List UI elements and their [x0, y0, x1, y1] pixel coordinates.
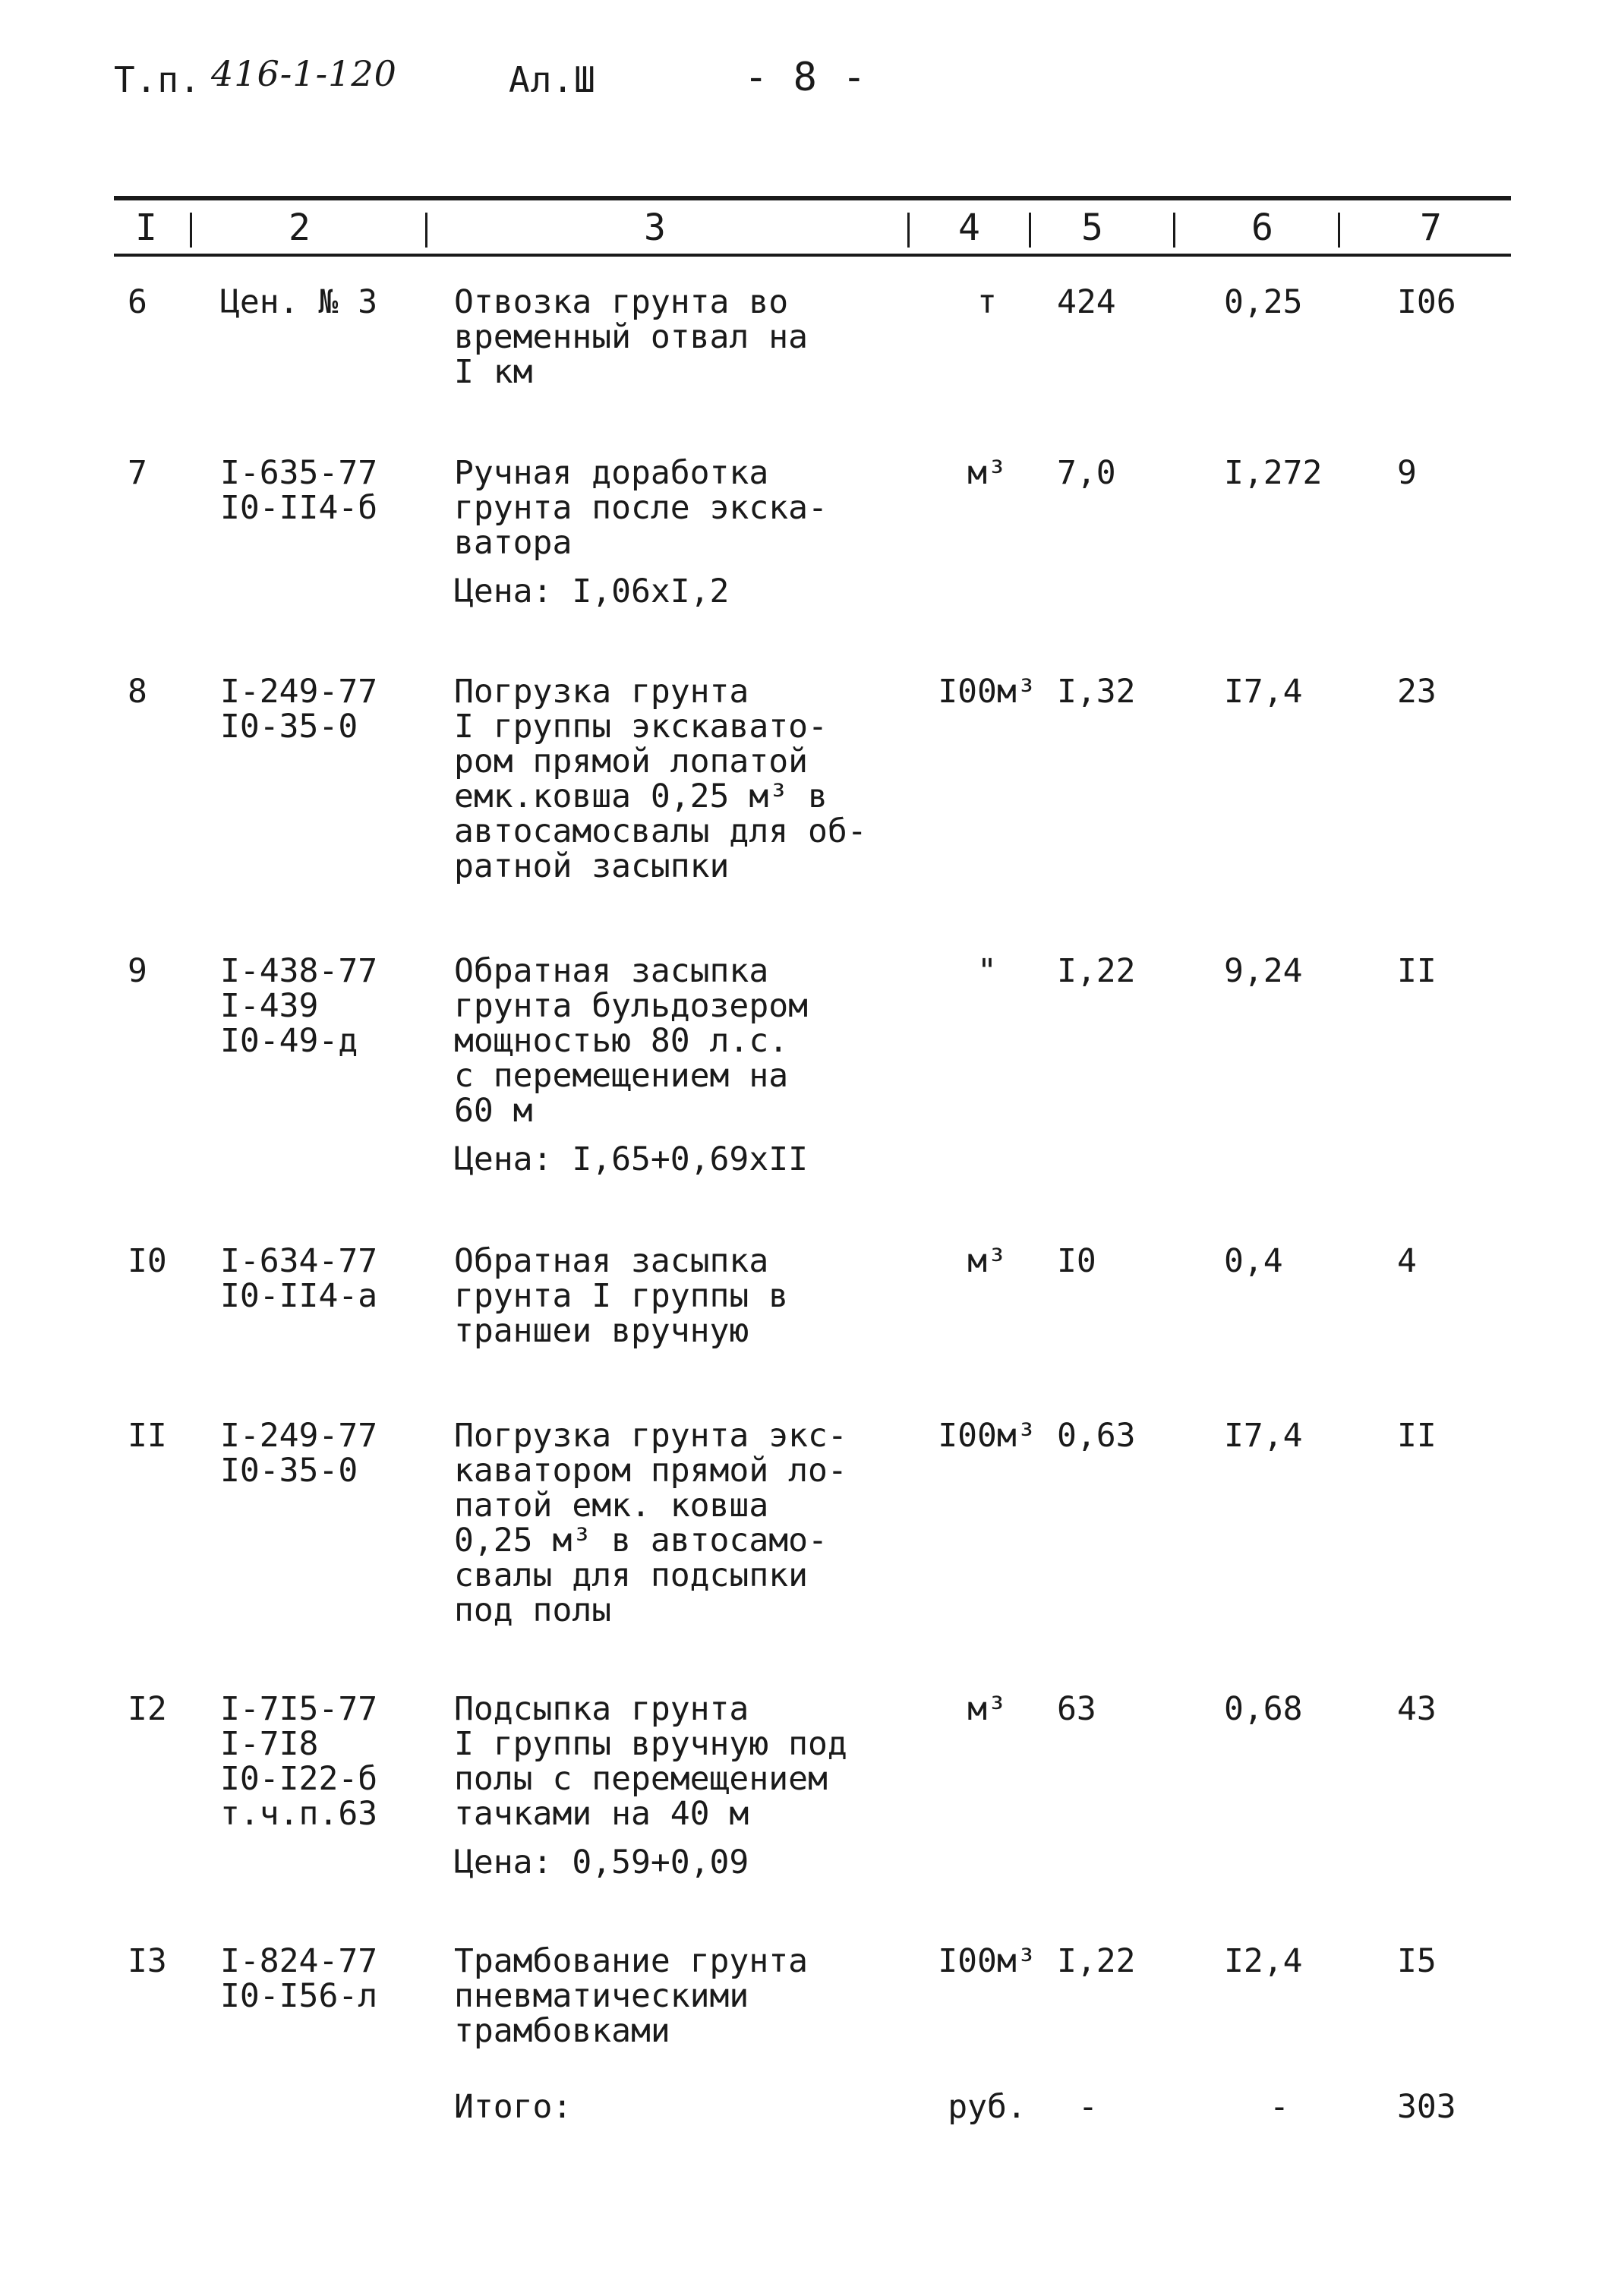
column-separator [190, 213, 192, 248]
column-number-6: 6 [1251, 207, 1273, 249]
row-number: 8 [128, 673, 147, 711]
description-line: трамбовками [454, 2012, 670, 2050]
norm-code-line: I-7I5-77 [220, 1690, 378, 1728]
description-line: Подсыпка грунта [454, 1690, 749, 1728]
total-amount: 303 [1397, 2088, 1456, 2126]
description-line: грунта I группы в [454, 1277, 789, 1315]
description-line: I группы вручную под [454, 1725, 847, 1763]
norm-code [220, 1418, 448, 1488]
row-number: 6 [128, 283, 147, 321]
column-number-4: 4 [958, 207, 980, 249]
norm-code-line: I-249-77 [220, 673, 378, 711]
total-cost: II [1397, 952, 1437, 990]
row-number: I3 [128, 1942, 167, 1980]
unit-cost: 9,24 [1224, 952, 1303, 990]
total-cost: I5 [1397, 1942, 1437, 1980]
unit-cost: 0,25 [1224, 283, 1303, 321]
row-number: 9 [128, 952, 147, 990]
description-line: Трамбование грунта [454, 1942, 808, 1980]
price-formula: Цена: I,65+0,69хII [454, 1140, 808, 1178]
quantity: 7,0 [1057, 454, 1116, 492]
description-line: Обратная засыпка [454, 952, 769, 990]
description-line: грунта бульдозером [454, 987, 808, 1025]
description-line: грунта после экска- [454, 489, 828, 527]
doc-prefix: Т.п. [114, 59, 201, 100]
work-description [454, 456, 925, 609]
norm-code [220, 1244, 448, 1314]
column-separator [425, 213, 427, 248]
description-line: каватором прямой ло- [454, 1452, 847, 1490]
norm-code [220, 1944, 448, 2014]
unit-of-measure: I00м³ [938, 673, 1036, 711]
unit-cost: I2,4 [1224, 1942, 1303, 1980]
norm-code-line: I0-35-0 [220, 1452, 358, 1490]
description-line: I группы экскавато- [454, 708, 828, 746]
description-line: автосамосвалы для об- [454, 812, 867, 850]
row-number: II [128, 1417, 167, 1455]
column-number-2: 2 [289, 207, 311, 249]
price-formula: Цена: I,06хI,2 [454, 572, 730, 610]
total-cost: II [1397, 1417, 1437, 1455]
unit-cost: I7,4 [1224, 673, 1303, 711]
row-number: 7 [128, 454, 147, 492]
norm-code-line: т.ч.п.63 [220, 1795, 378, 1833]
norm-code [220, 1692, 448, 1831]
row-number: I2 [128, 1690, 167, 1728]
unit-cost: 0,68 [1224, 1690, 1303, 1728]
norm-code-line: I0-II4-а [220, 1277, 378, 1315]
description-line: ватора [454, 524, 573, 562]
quantity: I0 [1057, 1242, 1096, 1280]
description-line: ратной засыпки [454, 847, 730, 885]
norm-code-line: I-438-77 [220, 952, 378, 990]
column-separator [1338, 213, 1340, 248]
norm-code-line: I-7I8 [220, 1725, 319, 1763]
column-separator [1029, 213, 1031, 248]
description-line: временный отвал на [454, 318, 808, 356]
work-description [454, 1944, 925, 2048]
quantity: 0,63 [1057, 1417, 1136, 1455]
unit-of-measure: " [977, 952, 997, 990]
description-line: Обратная засыпка [454, 1242, 769, 1280]
norm-code [220, 285, 448, 320]
unit-of-measure: м³ [967, 1242, 1007, 1280]
total-cost: 4 [1397, 1242, 1417, 1280]
description-line: с перемещением на [454, 1057, 789, 1095]
norm-code-line: I0-49-д [220, 1022, 358, 1060]
norm-code-line: Цен. № 3 [220, 283, 378, 321]
column-separator [907, 213, 910, 248]
work-description [454, 1244, 925, 1348]
norm-code [220, 456, 448, 525]
norm-code-line: I-439 [220, 987, 319, 1025]
description-line: Ручная доработка [454, 454, 769, 492]
norm-code [220, 954, 448, 1058]
unit-cost: 0,4 [1224, 1242, 1283, 1280]
norm-code-line: I0-II4-б [220, 489, 378, 527]
column-separator [1173, 213, 1175, 248]
sheet-label: Ал.Ш [509, 59, 596, 100]
description-line: I км [454, 353, 533, 391]
quantity: I,22 [1057, 952, 1136, 990]
unit-cost: I7,4 [1224, 1417, 1303, 1455]
description-line: Отвозка грунта во [454, 283, 789, 321]
norm-code-line: I-634-77 [220, 1242, 378, 1280]
column-number-3: 3 [644, 207, 666, 249]
description-line: траншеи вручную [454, 1312, 749, 1350]
page-number: - 8 - [744, 55, 867, 100]
description-line: пневматическими [454, 1977, 749, 2015]
unit-of-measure: I00м³ [938, 1417, 1036, 1455]
description-line: мощностью 80 л.с. [454, 1022, 789, 1060]
column-number-1: I [135, 207, 157, 249]
work-description [454, 674, 925, 884]
description-line: патой емк. ковша [454, 1487, 769, 1525]
work-description [454, 1692, 925, 1880]
column-number-7: 7 [1420, 207, 1442, 249]
norm-code-line: I-824-77 [220, 1942, 378, 1980]
unit-cost: I,272 [1224, 454, 1323, 492]
total-rate: - [1270, 2088, 1289, 2126]
unit-of-measure: т [977, 283, 997, 321]
description-line: ром прямой лопатой [454, 743, 808, 781]
doc-code: 416-1-120 [211, 53, 397, 94]
table-header-rule [114, 254, 1511, 257]
norm-code-line: I0-I22-б [220, 1760, 378, 1798]
quantity: I,22 [1057, 1942, 1136, 1980]
total-qty: - [1078, 2088, 1098, 2126]
work-description [454, 1418, 925, 1628]
norm-code-line: I0-35-0 [220, 708, 358, 746]
total-cost: 43 [1397, 1690, 1437, 1728]
price-formula: Цена: 0,59+0,09 [454, 1843, 749, 1881]
norm-code-line: I-635-77 [220, 454, 378, 492]
description-line: тачками на 40 м [454, 1795, 749, 1833]
column-number-5: 5 [1081, 207, 1103, 249]
total-cost: 9 [1397, 454, 1417, 492]
description-line: под полы [454, 1591, 612, 1629]
quantity: 424 [1057, 283, 1116, 321]
total-label: Итого: [454, 2088, 573, 2126]
description-line: Погрузка грунта экс- [454, 1417, 847, 1455]
unit-of-measure: м³ [967, 1690, 1007, 1728]
unit-of-measure: I00м³ [938, 1942, 1036, 1980]
row-number: I0 [128, 1242, 167, 1280]
quantity: 63 [1057, 1690, 1096, 1728]
table-top-rule [114, 196, 1511, 200]
quantity: I,32 [1057, 673, 1136, 711]
description-line: Погрузка грунта [454, 673, 749, 711]
description-line: 60 м [454, 1092, 533, 1130]
description-line: 0,25 м³ в автосамо- [454, 1522, 828, 1560]
total-cost: I06 [1397, 283, 1456, 321]
unit-of-measure: м³ [967, 454, 1007, 492]
description-line: свалы для подсыпки [454, 1556, 808, 1594]
norm-code-line: I0-I56-л [220, 1977, 378, 2015]
norm-code [220, 674, 448, 744]
total-cost: 23 [1397, 673, 1437, 711]
norm-code-line: I-249-77 [220, 1417, 378, 1455]
description-line: полы с перемещением [454, 1760, 828, 1798]
work-description [454, 285, 925, 390]
total-unit: руб. [948, 2088, 1027, 2126]
description-line: емк.ковша 0,25 м³ в [454, 777, 828, 815]
work-description [454, 954, 925, 1177]
